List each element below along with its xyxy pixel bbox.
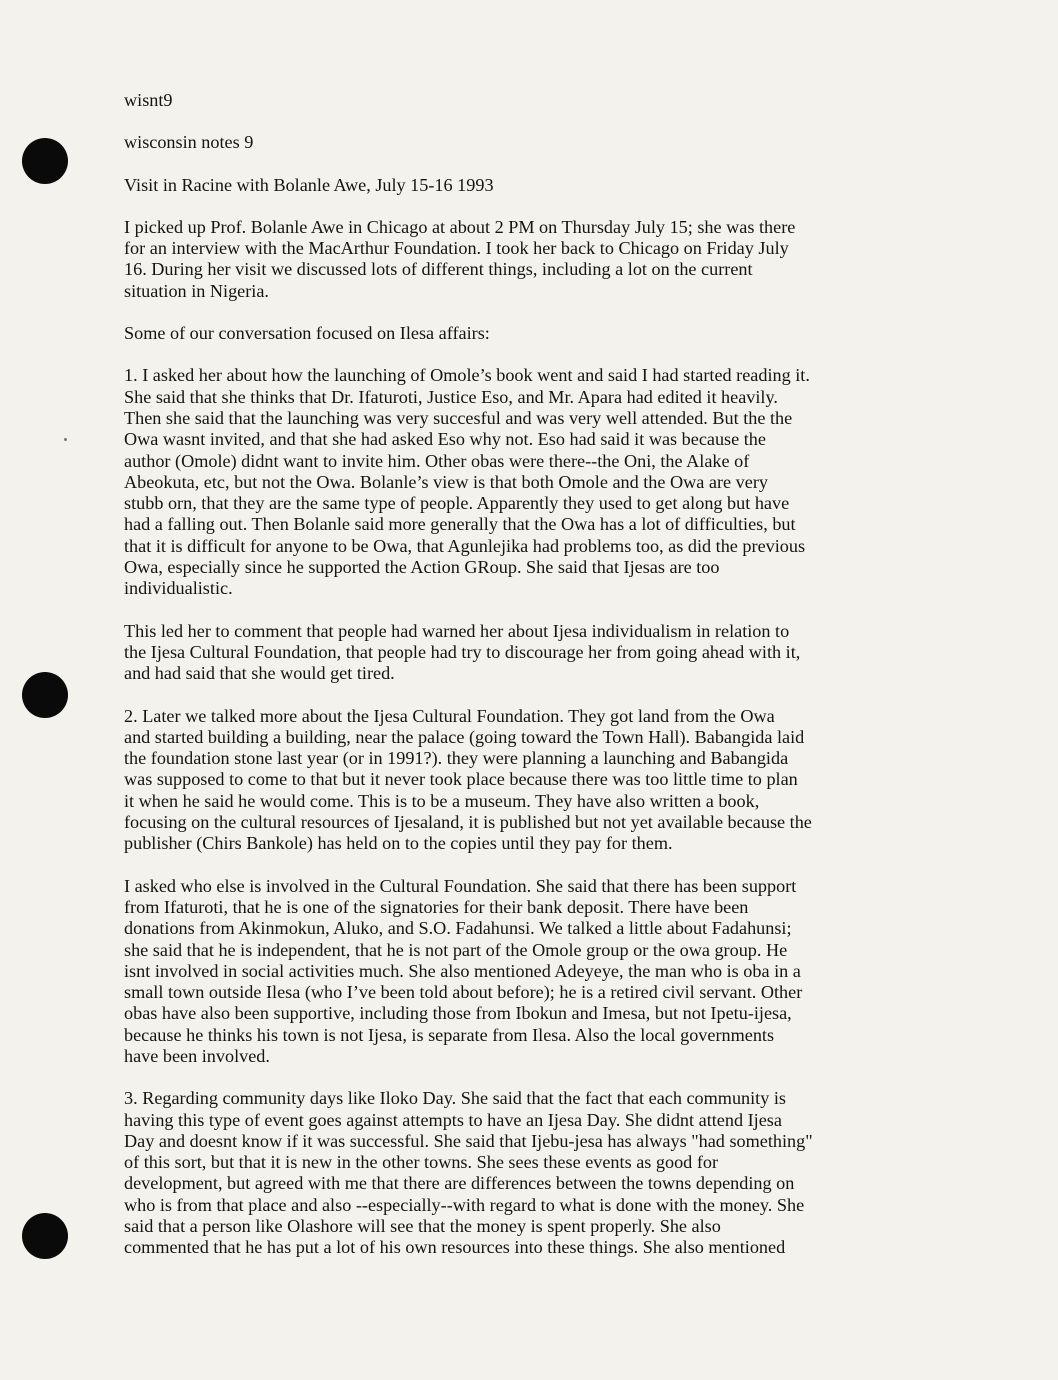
text-line: it when he said he would come. This is to be a museum. They have also written a book,	[124, 790, 760, 811]
text-line: Some of our conversation focused on Ilesa affairs:	[124, 323, 490, 344]
text-line: isnt involved in social activities much. She also mentioned Adeyeye, the man who is oba in a	[124, 960, 801, 981]
text-line: and started building a building, near the palace (going toward the Town Hall). Babangida laid	[124, 726, 805, 747]
text-line: have been involved.	[124, 1045, 270, 1066]
punch-hole-bottom	[22, 1213, 68, 1259]
text-line: Owa, especially since he supported the Action GRoup. She said that Ijesas are too	[124, 557, 720, 578]
text-line: 2. Later we talked more about the Ijesa Cultural Foundation. They got land from the Owa	[124, 705, 775, 726]
text-line: that it is difficult for anyone to be Owa, that Agunlejika had problems too, as did the previous	[124, 535, 806, 556]
text-line: donations from Akinmokun, Aluko, and S.O. Fadahunsi. We talked a little about Fadahunsi;	[124, 918, 792, 939]
text-line: because he thinks his town is not Ijesa, is separate from Ilesa. Also the local governments	[124, 1024, 775, 1045]
document-body	[124, 90, 944, 1280]
text-line: having this type of event goes against attempts to have an Ijesa Day. She didnt attend Ijesa	[124, 1109, 782, 1130]
text-line: Abeokuta, etc, but not the Owa. Bolanle’s view is that both Omole and the Owa are very	[124, 471, 768, 492]
text-line: I asked who else is involved in the Cultural Foundation. She said that there has been support	[124, 875, 797, 896]
text-line: publisher (Chirs Bankole) has held on to the copies until they pay for them.	[124, 833, 673, 854]
text-line: development, but agreed with me that there are differences between the towns depending on	[124, 1173, 795, 1194]
text-line: the Ijesa Cultural Foundation, that people had try to discourage her from going ahead with it,	[124, 641, 801, 662]
paragraph	[124, 876, 944, 1068]
text-line: obas have also been supportive, including those from Ibokun and Imesa, but not Ipetu-ijesa,	[124, 1003, 792, 1024]
paragraph	[124, 1088, 944, 1258]
text-line: from Ifaturoti, that he is one of the signatories for their bank deposit. There have been	[124, 896, 749, 917]
paragraphs	[124, 217, 944, 1259]
text-line: situation in Nigeria.	[124, 280, 269, 301]
text-line: and had said that she would get tired.	[124, 663, 395, 684]
text-line: She said that she thinks that Dr. Ifaturoti, Justice Eso, and Mr. Apara had edited it heavily.	[124, 386, 778, 407]
paragraph	[124, 365, 944, 599]
text-line: the foundation stone last year (or in 1991?). they were planning a launching and Babangida	[124, 748, 789, 769]
text-line: 1. I asked her about how the launching of Omole’s book went and said I had started reading it.	[124, 365, 810, 386]
text-line: Then she said that the launching was very succesful and was very well attended. But the the	[124, 407, 793, 428]
document-header: wisconsin notes 9	[124, 132, 254, 153]
text-line: small town outside Ilesa (who I’ve been told about before); he is a retired civil servant. Other	[124, 982, 803, 1003]
text-line: for an interview with the MacArthur Foundation. I took her back to Chicago on Friday July	[124, 238, 789, 259]
text-line: said that a person like Olashore will see that the money is spent properly. She also	[124, 1216, 721, 1237]
text-line: author (Omole) didnt want to invite him. Other obas were there--the Oni, the Alake of	[124, 450, 750, 471]
paragraph	[124, 323, 944, 344]
text-line: This led her to comment that people had warned her about Ijesa individualism in relation to	[124, 620, 790, 641]
paragraph	[124, 706, 944, 855]
text-line: 3. Regarding community days like Iloko Day. She said that the fact that each community is	[124, 1088, 787, 1109]
text-line: she said that he is independent, that he is not part of the Omole group or the owa group. He	[124, 939, 788, 960]
text-line: 16. During her visit we discussed lots of different things, including a lot on the current	[124, 259, 753, 280]
text-line: commented that he has put a lot of his own resources into these things. She also mentioned	[124, 1237, 786, 1258]
punch-hole-middle	[22, 672, 68, 718]
paper-speck	[64, 438, 67, 441]
file-id: wisnt9	[124, 90, 173, 110]
text-line: focusing on the cultural resources of Ijesaland, it is published but not yet available because the	[124, 812, 812, 833]
punch-hole-top	[22, 138, 68, 184]
text-line: was supposed to come to that but it never took place because there was too little time to plan	[124, 769, 798, 790]
text-line: of this sort, but that it is new in the other towns. She sees these events as good for	[124, 1152, 719, 1173]
text-line: stubb orn, that they are the same type of people. Apparently they used to get along but have	[124, 493, 790, 514]
text-line: had a falling out. Then Bolanle said more generally that the Owa has a lot of difficulties, but	[124, 514, 796, 535]
paragraph	[124, 621, 944, 685]
document-subtitle: Visit in Racine with Bolanle Awe, July 15-16 1993	[124, 174, 494, 195]
paragraph	[124, 217, 944, 302]
text-line: Owa wasnt invited, and that she had asked Eso why not. Eso had said it was because the	[124, 429, 766, 450]
text-line: who is from that place and also --especially--with regard to what is done with the money. She	[124, 1194, 805, 1215]
text-line: I picked up Prof. Bolanle Awe in Chicago at about 2 PM on Thursday July 15; she was there	[124, 216, 796, 237]
text-line: individualistic.	[124, 578, 233, 599]
text-line: Day and doesnt know if it was successful. She said that Ijebu-jesa has always "had something"	[124, 1130, 813, 1151]
